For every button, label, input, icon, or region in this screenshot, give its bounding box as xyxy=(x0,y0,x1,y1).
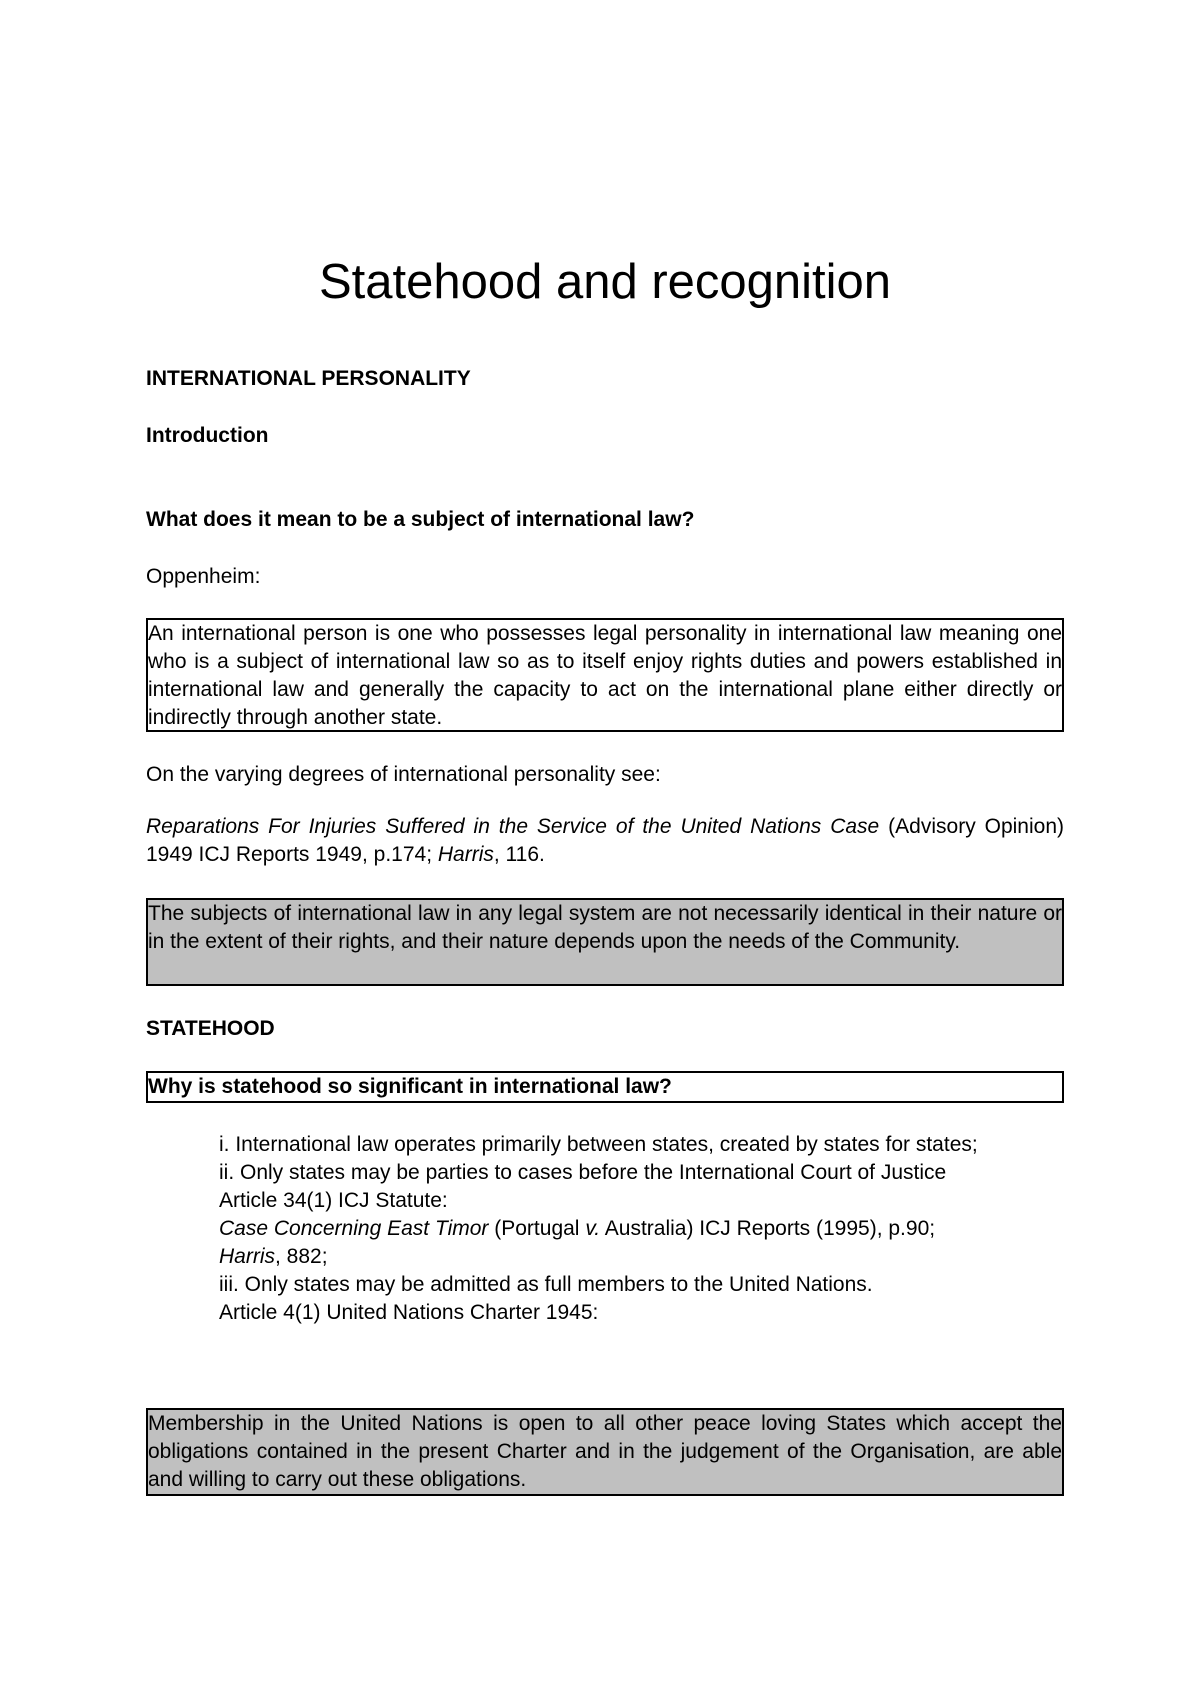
question-significance: Why is statehood so significant in international law? xyxy=(148,1075,672,1098)
heading-statehood: STATEHOOD xyxy=(146,1017,275,1040)
east-timor-v: v. xyxy=(585,1217,601,1240)
east-timor-parties-2: Australia) ICJ Reports (1995), p.90; xyxy=(600,1217,936,1240)
heading-international-personality: INTERNATIONAL PERSONALITY xyxy=(146,367,471,390)
east-timor-case-name: Case Concerning East Timor xyxy=(219,1217,489,1240)
question-subject-of-international-law: What does it mean to be a subject of international law? xyxy=(146,508,695,531)
reparations-quote-box xyxy=(146,898,1064,986)
reparations-case-citation xyxy=(146,813,1064,869)
varying-degrees-text: On the varying degrees of international personality see: xyxy=(146,763,661,786)
article-34-text: Article 34(1) ICJ Statute: xyxy=(219,1189,448,1212)
heading-introduction: Introduction xyxy=(146,424,269,447)
reparations-harris: Harris xyxy=(437,843,494,866)
oppenheim-label: Oppenheim: xyxy=(146,565,261,588)
list-item-ii: ii. Only states may be parties to cases before the International Court of Justice xyxy=(219,1161,947,1184)
reparations-case-name: Reparations For Injuries Suffered in the Service of the United Nations Case xyxy=(146,815,880,838)
article-4-un-charter: Article 4(1) United Nations Charter 1945: xyxy=(219,1301,599,1324)
significance-question-box xyxy=(146,1071,1064,1103)
article-34-icj-statute xyxy=(219,1187,1064,1215)
un-charter-quote-box xyxy=(146,1408,1064,1496)
east-timor-harris-citation xyxy=(219,1243,1064,1271)
statehood-significance-list xyxy=(219,1131,1064,1327)
reparations-quote: The subjects of international law in any legal system are not necessarily identical in their nature or in the extent of their rights, and their nature depends upon the needs of the Community. xyxy=(148,902,1062,953)
reparations-harris-page: , 116. xyxy=(493,843,545,866)
list-item-iii: iii. Only states may be admitted as full members to the United Nations. xyxy=(219,1273,873,1296)
reparations-case-details: (Advisory Opinion) 1949 ICJ Reports 1949, p.174; xyxy=(146,815,1065,866)
oppenheim-quote: An international person is one who possesses legal personality in international law meaning one who is a subject of international law so as to itself enjoy rights duties and powers established in international law and generally the capacity to act on the international plane either directly or indirectly through another state. xyxy=(148,622,1062,729)
document-title: Statehood and recognition xyxy=(318,255,892,309)
list-item-i: i. International law operates primarily between states, created by states for states; xyxy=(219,1133,978,1156)
east-timor-parties-1: (Portugal xyxy=(488,1217,586,1240)
east-timor-harris: Harris xyxy=(219,1245,275,1268)
east-timor-harris-page: , 882; xyxy=(275,1245,328,1268)
un-charter-quote: Membership in the United Nations is open to all other peace loving States which accept the obligations contained in the present Charter and in the judgement of the Organisation, are able and willing to carry out these obligations. xyxy=(148,1412,1062,1491)
east-timor-citation xyxy=(219,1215,1064,1243)
oppenheim-quote-box xyxy=(146,618,1064,732)
